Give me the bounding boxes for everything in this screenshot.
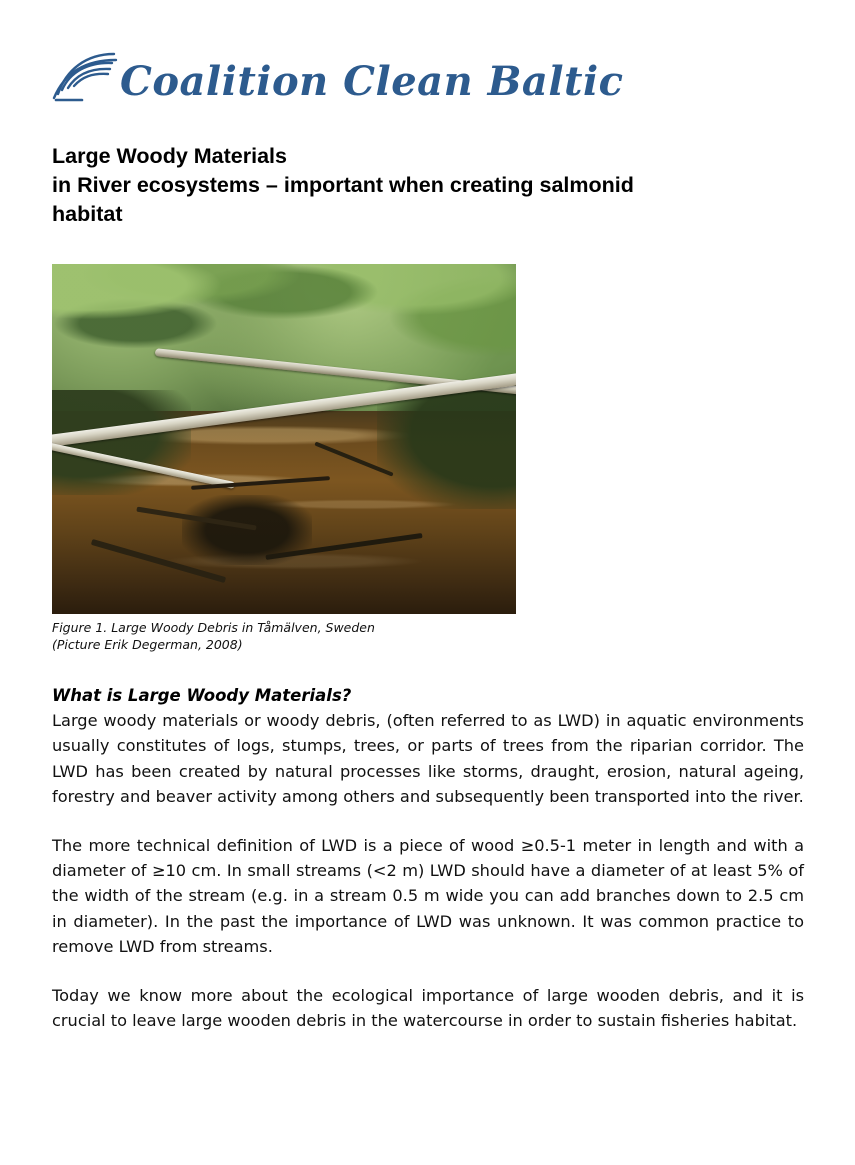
wave-swoosh-icon [52, 48, 124, 106]
body-paragraph-1: Large woody materials or woody debris, (often referred to as LWD) in aquatic environments usually constitutes of logs, stumps, trees, or parts of trees from the riparian corridor. The LWD has been created by natural processes like storms, draught, erosion, natural ageing, forestry and beaver activity among others and subsequently been transported into the river. [52, 711, 804, 807]
figure-caption-line-2: (Picture Erik Degerman, 2008) [52, 637, 243, 652]
page-title-line-2: in River ecosystems – important when creating salmonid [52, 173, 634, 197]
body-paragraph-3: Today we know more about the ecological importance of large wooden debris, and it is crucial to leave large wooden debris in the watercourse in order to sustain fisheries habitat. [52, 985, 804, 1031]
figure [52, 264, 803, 653]
figure-caption-line-1: Figure 1. Large Woody Debris in Tåmälven, Sweden [52, 620, 375, 635]
page-title [52, 142, 803, 229]
figure-caption [52, 619, 803, 653]
logo-wordmark: Coalition Clean Baltic [120, 58, 624, 105]
body-content [52, 683, 804, 1033]
page-title-line-1: Large Woody Materials [52, 144, 287, 168]
river-photo [52, 264, 516, 614]
logo [52, 40, 803, 106]
body-paragraph-2: The more technical definition of LWD is a piece of wood ≥0.5-1 meter in length and with a diameter of ≥10 cm. In small streams (<2 m) LWD should have a diameter of at least 5% of the width of the stream (e.g. in a stream 0.5 m wide you can add branches down to 2.5 cm in diameter). In the past the importance of LWD was unknown. It was common practice to remove LWD from streams. [52, 835, 804, 957]
section-heading: What is Large Woody Materials? [52, 686, 352, 705]
page-title-line-3: habitat [52, 202, 123, 226]
photo-right-bank [377, 383, 516, 509]
logo-header [52, 0, 803, 110]
